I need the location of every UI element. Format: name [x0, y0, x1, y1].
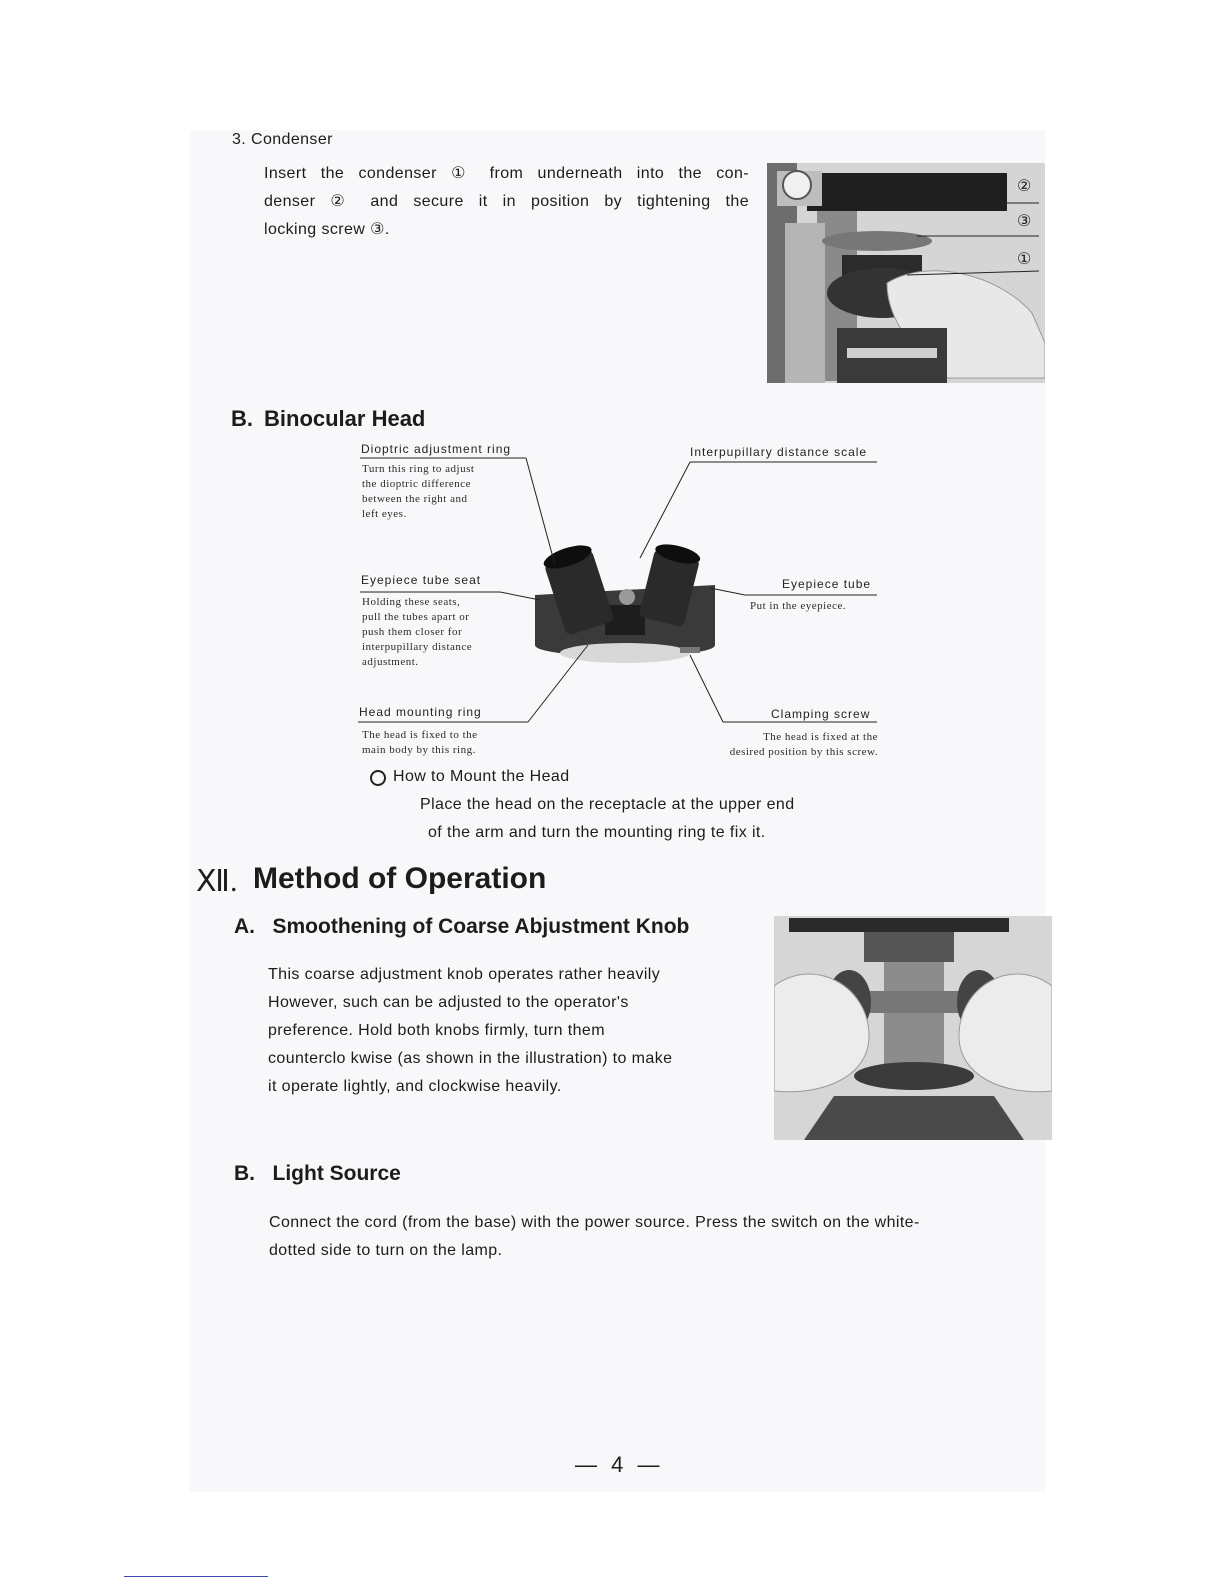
seat-line: Holding these seats,: [362, 596, 461, 608]
label-interpupillary-scale: Interpupillary distance scale: [690, 445, 868, 459]
label-clamping-screw: Clamping screw: [771, 707, 871, 721]
smoothening-heading: A. Smoothening of Coarse Abjustment Knob: [234, 915, 690, 938]
mount-heading: How to Mount the Head: [393, 768, 570, 785]
smoothening-line: preference. Hold both knobs firmly, turn them: [268, 1022, 605, 1039]
dioptric-line: between the right and: [362, 493, 468, 505]
text-dioptric-ring: [362, 462, 474, 522]
head-ring-line: main body by this ring.: [362, 744, 476, 756]
binocular-heading: B. Binocular Head: [231, 406, 426, 431]
condenser-line-3: locking screw ③.: [264, 221, 390, 238]
text-clamping-screw: [680, 730, 878, 760]
dioptric-line: left eyes.: [362, 508, 407, 520]
clamping-line: The head is fixed at the: [763, 731, 878, 743]
smoothening-line: This coarse adjustment knob operates rather heavily: [268, 966, 661, 983]
text-head-mounting-ring: [362, 728, 478, 758]
page-number: — 4 —: [575, 1452, 664, 1477]
seat-line: adjustment.: [362, 656, 419, 668]
seat-line: interpupillary distance: [362, 641, 473, 653]
label-dioptric-ring: Dioptric adjustment ring: [361, 442, 512, 456]
mount-line-1: Place the head on the receptacle at the upper end: [420, 796, 795, 813]
coarse-knob-photo: [774, 916, 1052, 1140]
footnote-rule: [124, 1576, 268, 1577]
coarse-knob-photo-graphic: [774, 916, 1052, 1140]
light-source-line: dotted side to turn on the lamp.: [269, 1242, 503, 1259]
label-eyepiece-seat: Eyepiece tube seat: [361, 573, 482, 587]
callout-1: ①: [1017, 251, 1032, 268]
bullet-circle-icon: [370, 770, 386, 786]
callout-3: ③: [1017, 213, 1032, 230]
smoothening-line: However, such can be adjusted to the operator's: [268, 994, 629, 1011]
text-eyepiece-seat: [362, 595, 472, 670]
condenser-paragraph: [264, 160, 749, 244]
light-source-heading: B. Light Source: [234, 1162, 401, 1185]
seat-line: pull the tubes apart or: [362, 611, 470, 623]
light-source-paragraph: [269, 1209, 920, 1265]
mount-line-2: of the arm and turn the mounting ring te fix it.: [428, 824, 766, 841]
dioptric-line: Turn this ring to adjust: [362, 463, 475, 475]
light-source-line: Connect the cord (from the base) with the power source. Press the switch on the white-: [269, 1214, 920, 1231]
dioptric-line: the dioptric difference: [362, 478, 472, 490]
section-numeral: Ⅻ.: [196, 865, 238, 898]
label-eyepiece-tube: Eyepiece tube: [782, 577, 872, 591]
condenser-heading: 3. Condenser: [232, 131, 333, 148]
label-head-mounting-ring: Head mounting ring: [359, 705, 482, 719]
smoothening-paragraph: [268, 961, 672, 1101]
condenser-line-2: denser ② and secure it in position by tightening the: [264, 193, 749, 210]
callout-2: ②: [1017, 178, 1032, 195]
head-ring-line: The head is fixed to the: [362, 729, 478, 741]
condenser-photo: [767, 163, 1045, 383]
condenser-photo-graphic: [767, 163, 1045, 383]
smoothening-line: it operate lightly, and clockwise heavily.: [268, 1078, 562, 1095]
section-title: Method of Operation: [253, 862, 547, 895]
text-eyepiece-tube: Put in the eyepiece.: [750, 600, 847, 612]
condenser-line-1: Insert the condenser ① from underneath into the con-: [264, 165, 749, 182]
clamping-line: desired position by this screw.: [729, 746, 878, 758]
smoothening-line: counterclo kwise (as shown in the illustration) to make: [268, 1050, 673, 1067]
seat-line: push them closer for: [362, 626, 463, 638]
